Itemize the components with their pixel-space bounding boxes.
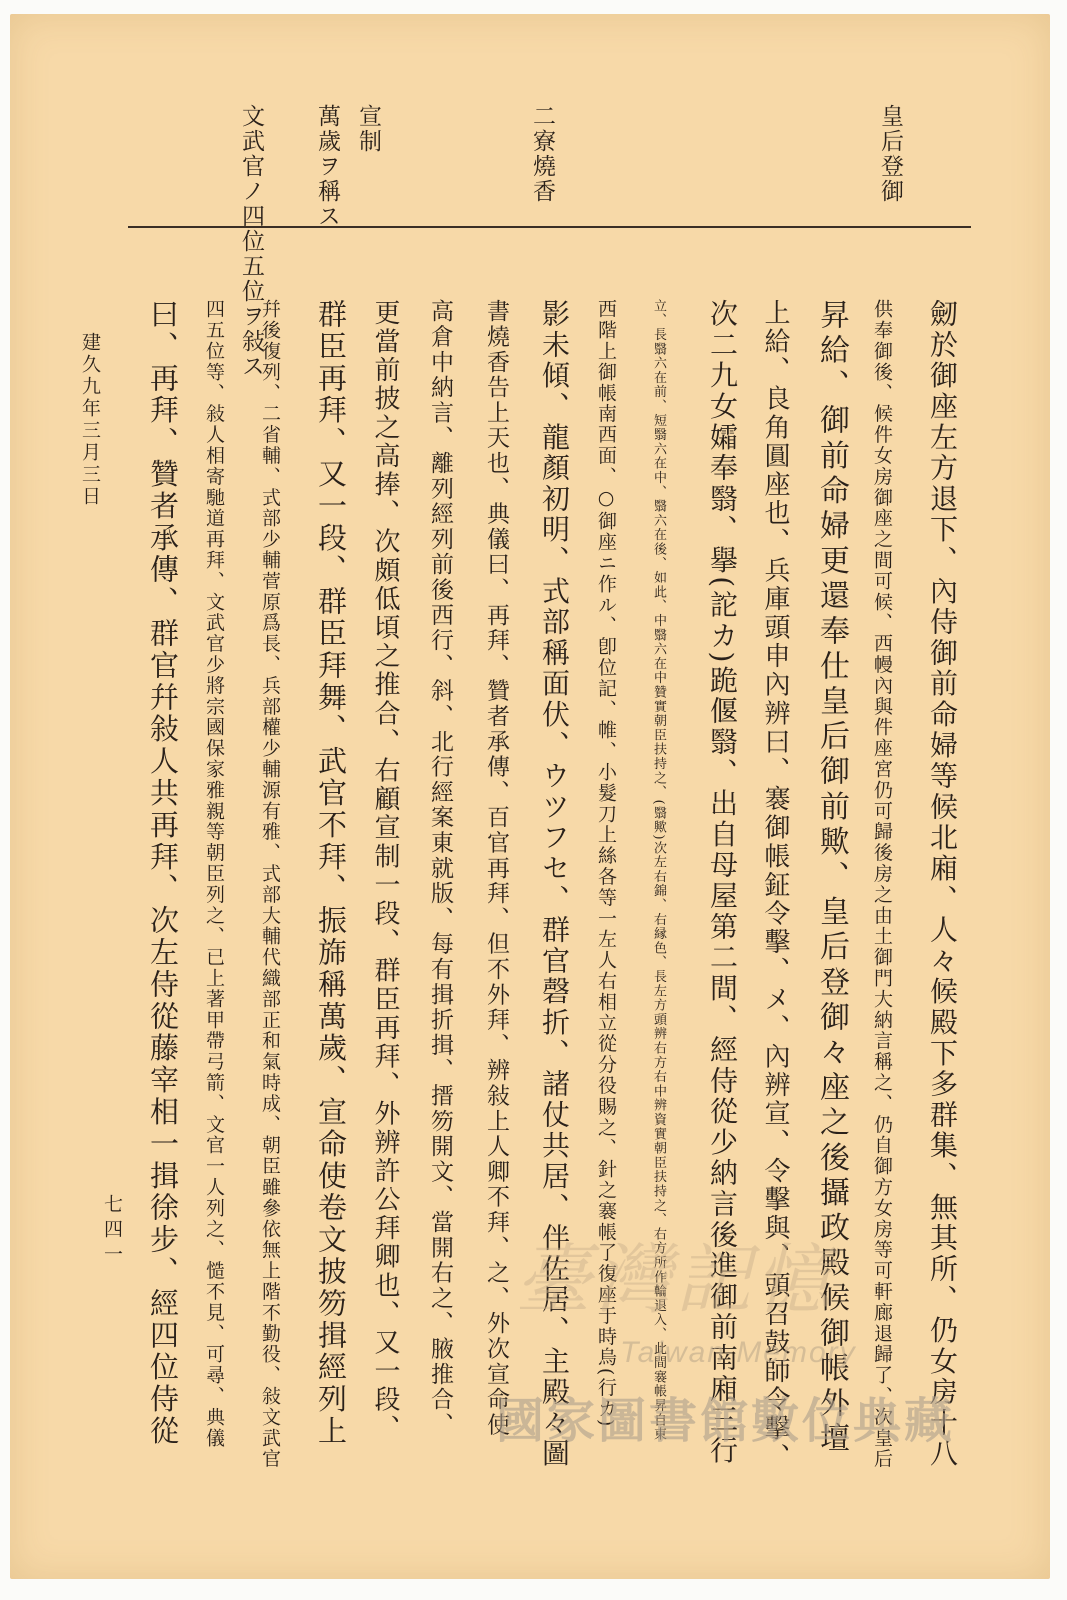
headnote-rank-conferral: 文武官ノ四位五位ヲ敍ス xyxy=(238,104,264,379)
text-column: 四五位等、敍人相寄馳道再拜、文武官少將宗國保家雅親等朝臣列之、已上著甲帶弓箭、文官一人列之、慥不見、可尋、典儀 xyxy=(203,299,225,1449)
headnote-proclamation: 宣制 xyxy=(355,104,381,154)
text-column: 曰、再拜、贊者承傳、群官幷敍人共再拜、次左侍從藤宰相一揖徐步、經四位侍從 xyxy=(146,299,180,1448)
page-number: 七四一 xyxy=(101,1194,123,1269)
headnote-banzai: 萬歲ヲ稱ス xyxy=(314,104,340,229)
watermark-library: 國家圖書館數位典藏 xyxy=(496,1393,956,1449)
date-line: 建久九年三月三日 xyxy=(79,332,101,508)
text-column: 影未傾、龍顏初明、式部稱面伏、ウツフセ、群官磬折、諸仗共居、伴佐居、主殿々圖 xyxy=(538,299,571,1470)
text-column: 書燒香告上天也、典儀曰、再拜、贊者承傳、百官再拜、但不外拜、辨敍上人卿不拜、之、外次宣命使 xyxy=(483,299,509,1438)
book-page xyxy=(10,14,1050,1579)
text-column: 立、長翳六在前、短翳六在中、翳六在後、如此、中翳六在中贊實朝臣扶持之、(翳歟)次左右錦、右縁色、長左方頭辨右方右中辨資實朝臣扶持之、右方所作輪退入、此間褰帳昇自東 xyxy=(651,299,666,1442)
text-column: 幷後復列、二省輔、式部少輔菅原爲長、兵部權少輔源有雅、式部大輔代織部正和氣時成、朝臣雖參依無上階不勤役、敍文武官 xyxy=(259,299,281,1470)
watermark-logo: 臺灣記憶 xyxy=(515,1235,835,1324)
header-rule xyxy=(128,226,971,228)
text-column: 劒於御座左方退下、內侍御前命婦等候北廂、人々候殿下多群集、無其所、仍女房十八 xyxy=(926,299,959,1470)
text-column: 西階上御帳南西面、○御座ニ作ル、卽位記、帷、小髮刀上絲各等一左人右相立從分役賜之、針之褰帳了復座于時烏(行カ) xyxy=(595,299,617,1429)
text-column: 群臣再拜、又一段、群臣拜舞、武官不拜、振旆稱萬歲、宣命使卷文披笏揖經列上 xyxy=(314,299,348,1448)
text-column: 高倉中納言、離列經列前後西行、斜、北行經案東就版、每有揖折揖、搢笏開文、當開右之、腋推合、 xyxy=(427,299,453,1438)
text-column: 供奉御後、候件女房御座之間可候、西幔內與件座宮仍可歸後房之由土御門大納言稱之、仍自御方女房等可軒廊退歸了、次皇后 xyxy=(871,299,893,1470)
text-column: 昇給、御前命婦更還奉仕皇后御前歟、皇后登御々座之後攝政殿候御帳外壇 xyxy=(814,299,849,1458)
text-column: 更當前披之高捧、次頗低頃之推合、右顧宣制一段、群臣再拜、外辨許公拜卿也、又一段、 xyxy=(370,299,400,1443)
text-column: 上給、良角圓座也、兵庫頭申內辨曰、褰御帳鉦令擊、メ、內辨宣、令擊與、頭召鼓師令擊、 xyxy=(760,299,790,1472)
watermark-latin: Taiwan Memory xyxy=(620,1336,857,1369)
text-column: 次二九女孀奉翳、擧(詑カ)跪偃翳、出自母屋第二間、經侍從少納言後進御前南廂三行 xyxy=(706,299,739,1467)
headnote-empress-ascends: 皇后登御 xyxy=(877,104,903,204)
headnote-incense: 二寮燒香 xyxy=(529,104,555,204)
